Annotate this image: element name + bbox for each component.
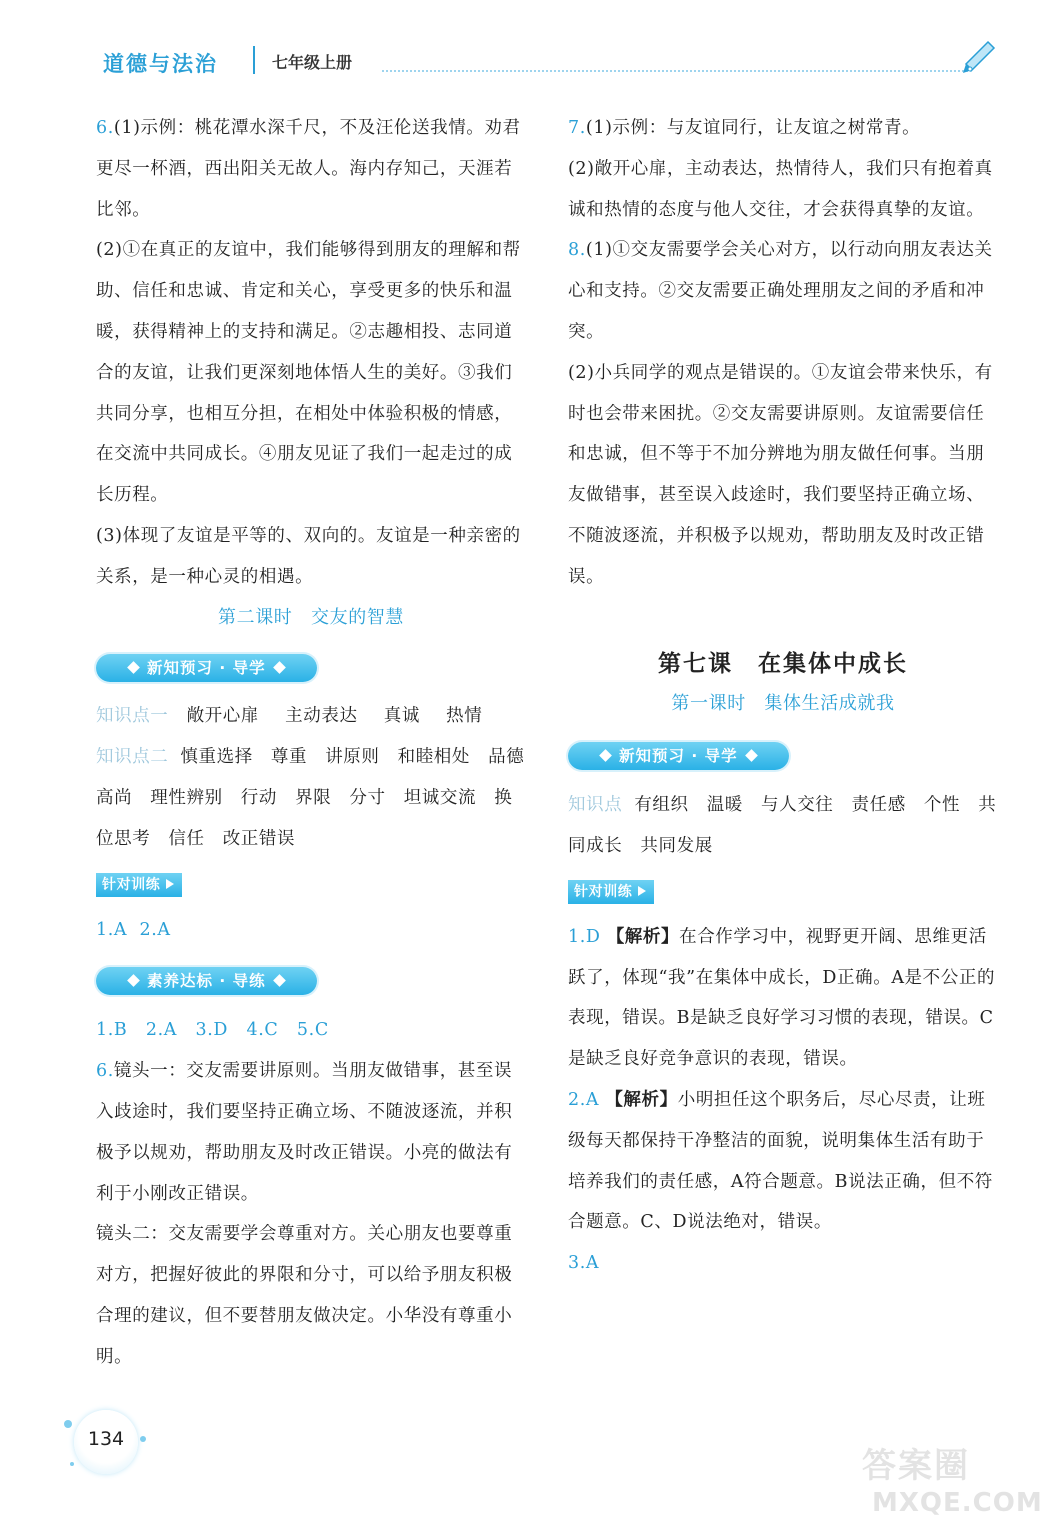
lesson-title: 第七课 在集体中成长 — [658, 649, 908, 677]
preview-banner — [96, 638, 526, 696]
q6-part2: (2)①在真正的友谊中，我们能够得到朋友的理解和帮助、信任和忠诚、肯定和关心，享受更多的快乐和温暖，获得精神上的支持和满足。②志趣相投、志同道合的友谊，让我们更深刻地体悟人生的美好。③我们共同分享，也相互分担，在相处中体验积极的情感，在交流中共同成长。④朋友见证了我们一起走过的成长历程。 — [96, 240, 521, 506]
section-title-lesson2: 第二课时 交友的智慧 — [218, 606, 404, 628]
training-tag-row — [96, 860, 526, 910]
mc-answers: 1.B 2.A 3.D 4.C 5.C — [96, 1020, 329, 1041]
answer-3: 3.A — [568, 1253, 600, 1274]
q6-part3: (3)体现了友谊是平等的、双向的。友谊是一种亲密的关系，是一种心灵的相遇。 — [96, 525, 521, 587]
page-number: 134 — [87, 1428, 125, 1450]
pill-preview: 新知预习 · 导学 — [96, 654, 317, 682]
pill-preview-right: 新知预习 · 导学 — [568, 742, 789, 770]
q6-part1: 6.(1)示例：桃花潭水深千尺，不及汪伦送我情。劝君更尽一杯酒，西出阳关无故人。海内存知己，天涯若比邻。 — [96, 118, 521, 220]
decor-dot — [64, 1420, 72, 1428]
q8-part2: (2)小兵同学的观点是错误的。①友谊会带来快乐，有时也会带来困扰。②交友需要讲原则。友谊需要信任和忠诚，但不等于不加分辨地为朋友做任何事。当朋友做错事，甚至误入歧途时，我们要坚持正确立场、不随波逐流，并积极予以规劝，帮助朋友及时改正错误。 — [568, 362, 993, 587]
right-column — [568, 108, 998, 1284]
q6b-shot2: 镜头二：交友需要学会尊重对方。关心朋友也要尊重对方，把握好彼此的界限和分寸，可以给予朋友积极合理的建议，但不要替朋友做决定。小华没有尊重小明。 — [96, 1224, 513, 1367]
header-dotted-rule — [382, 70, 972, 72]
knowledge-point: 知识点 有组织 温暖 与人交往 责任感 个性 共同成长 共同发展 — [568, 795, 997, 856]
pill-practice: 素养达标 · 导练 — [96, 967, 317, 995]
watermark-logo: 答案圈 — [862, 1446, 970, 1486]
section-title-lesson1: 第一课时 集体生活成就我 — [671, 693, 895, 715]
spacer — [568, 598, 998, 644]
q6b-shot1: 6.镜头一：交友需要讲原则。当朋友做错事，甚至误入歧途时，我们要坚持正确立场、不随波逐流，并积极予以规劝，帮助朋友及时改正错误。小亮的做法有利于小刚改正错误。 — [96, 1061, 513, 1204]
training-tag-row-right — [568, 867, 998, 917]
decor-dot — [140, 1436, 146, 1442]
q6-number: 6. — [96, 118, 114, 138]
knowledge-point-1: 知识点一 敞开心扉 主动表达 真诚 热情 — [96, 706, 483, 727]
q8-part1: 8.(1)①交友需要学会关心对方，以行动向朋友表达关心和支持。②交友需要正确处理朋友之间的矛盾和冲突。 — [568, 240, 993, 342]
pen-icon — [958, 38, 998, 78]
q7-part1: 7.(1)示例：与友谊同行，让友谊之树常青。 — [568, 118, 921, 138]
grade-label: 七年级上册 — [272, 53, 353, 72]
page-header — [0, 0, 1053, 100]
watermark-url: MXQE.COM — [872, 1488, 1043, 1518]
practice-banner — [96, 950, 526, 1010]
q7-part2: (2)敞开心扉，主动表达，热情待人，我们只有抱着真诚和热情的态度与他人交往，才会获得真挚的友谊。 — [568, 158, 993, 220]
training-answers: 1.A 2.A — [96, 919, 171, 940]
left-column — [96, 108, 526, 1378]
header-divider — [253, 46, 255, 74]
subject-title: 道德与法治 — [103, 52, 218, 76]
decor-dot — [70, 1462, 74, 1466]
answer-1: 1.D 【解析】在合作学习中，视野更开阔、思维更活跃了，体现“我”在集体中成长，D正确。A是不公正的表现，错误。B是缺乏良好学习习惯的表现，错误。C是缺乏良好竞争意识的表现，错误。 — [568, 926, 996, 1070]
knowledge-point-2: 知识点二 慎重选择 尊重 讲原则 和睦相处 品德高尚 理性辨别 行动 界限 分寸 坦诚交流 换位思考 信任 改正错误 — [96, 747, 525, 849]
tag-targeted-training: 针对训练 — [96, 873, 182, 897]
tag-targeted-training-right: 针对训练 — [568, 880, 654, 904]
answer-2: 2.A 【解析】小明担任这个职务后，尽心尽责，让班级每天都保持干净整洁的面貌，说明集体生活有助于培养我们的责任感，A符合题意。B说法正确，但不符合题意。C、D说法绝对，错误。 — [568, 1089, 993, 1233]
preview-banner-right — [568, 725, 998, 785]
